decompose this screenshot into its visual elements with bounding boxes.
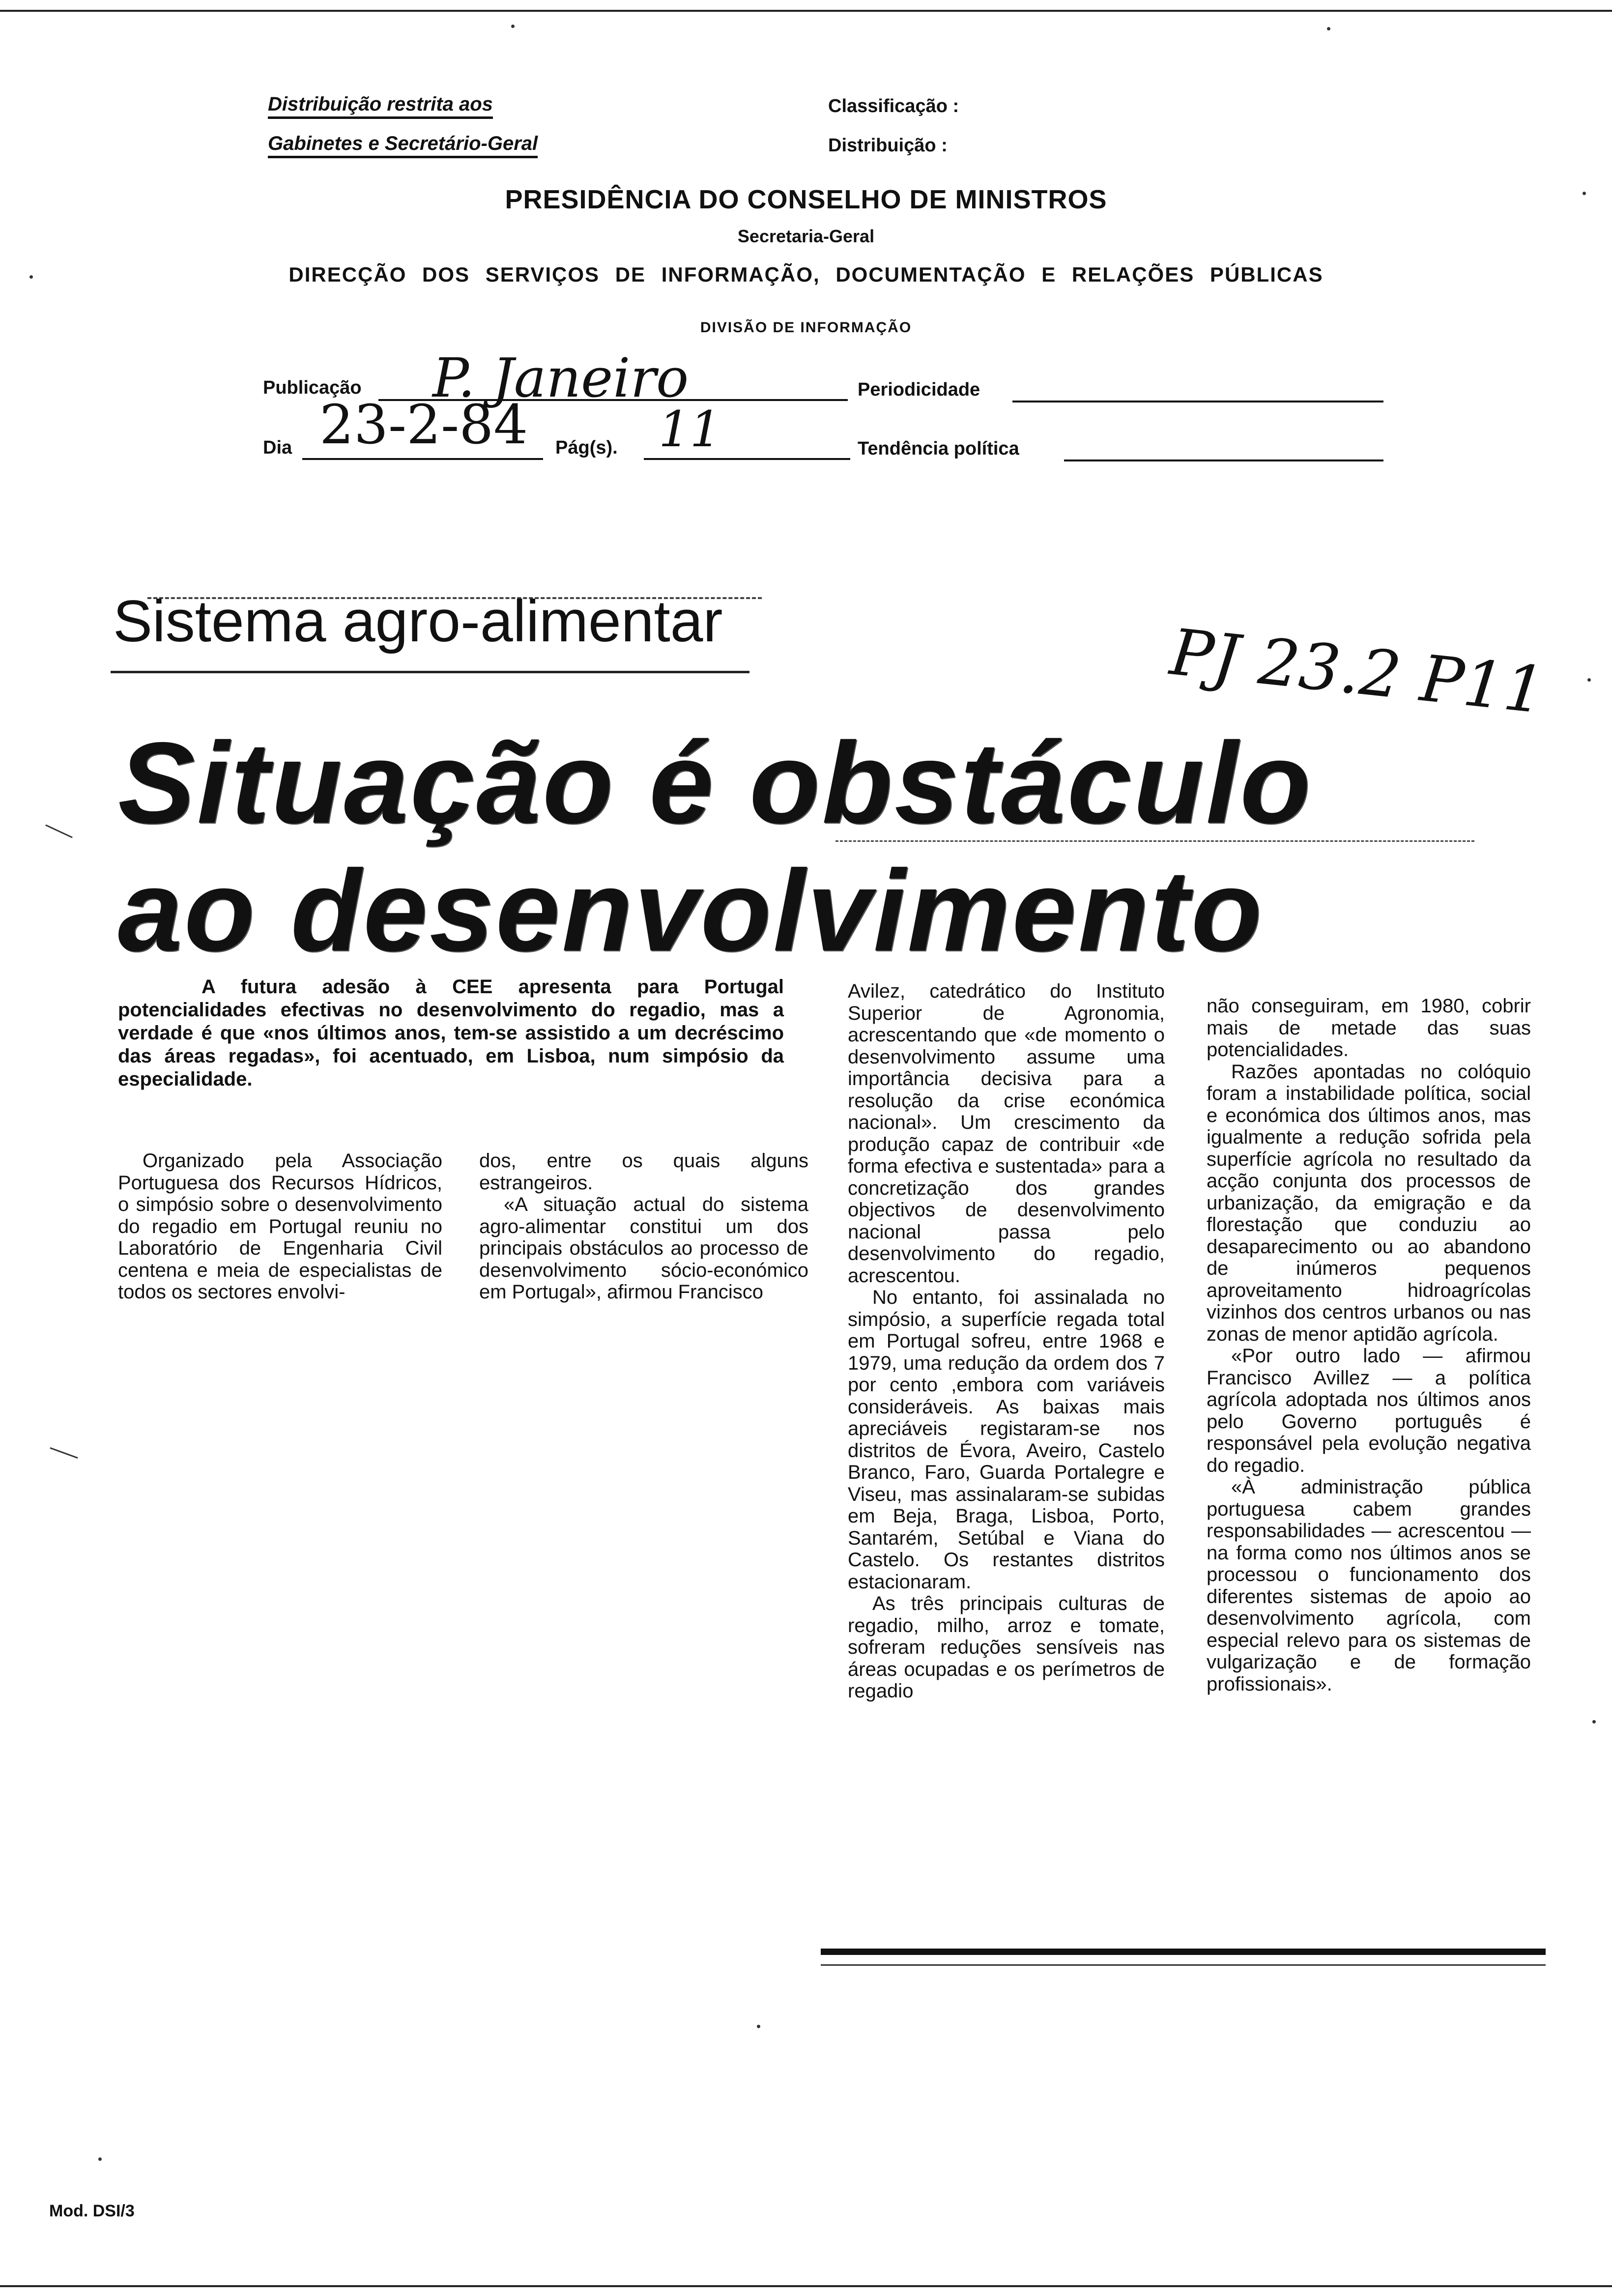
headline-dashes [835,840,1474,842]
bottom-rule [0,2285,1612,2287]
col1-paragraph-1: Organizado pela Associação Portuguesa dos Recursos Hídricos, o simpósio sobre o desenvolvimento do regadio em Portugal reuniu no Laboratório de Engenharia Civil centena e meia de especialistas de todos os sectores envolvi- [118,1150,442,1303]
dia-handwritten: 23-2-84 [319,393,528,456]
divisao-title: DIVISÃO DE INFORMAÇÃO [700,319,912,336]
scan-speck [511,25,515,28]
scan-speck [29,275,33,279]
scan-speck [1583,192,1586,195]
col3-paragraph-3: As três principais culturas de regadio, milho, arroz e tomate, sofreram reduções sensíveis nas áreas ocupadas e os perímetros de regadio [848,1593,1165,1702]
col3-paragraph-2: No entanto, foi assinalada no simpósio, a superfície regada total em Portugal sofreu, entre 1968 e 1979, uma redução da ordem dos 7 por cento ,embora com variáveis consideráveis. As baixas mais apreciáveis registaram-se nos distritos de Évora, Aveiro, Castelo Branco, Faro, Guarda Portalegre e Viseu, mas assinalaram-se subidas em Beja, Braga, Lisboa, Porto, Santarém, Setúbal e Viana do Castelo. Os restantes distritos estacionaram. [848,1287,1165,1593]
scan-mark [45,824,73,838]
tendencia-line [1064,459,1383,461]
distribution-note-line2: Gabinetes e Secretário-Geral [268,133,538,158]
scan-speck [757,2025,760,2028]
pags-line [644,458,850,460]
article-lead [118,976,784,1091]
publicacao-handwritten: P. Janeiro [432,346,689,409]
top-rule [0,10,1612,12]
article-column-3 [848,980,1165,1702]
direccao-title: DIRECÇÃO DOS SERVIÇOS DE INFORMAÇÃO, DOCUMENTAÇÃO E RELAÇÕES PÚBLICAS [288,263,1324,286]
article-end-rule [821,1949,1546,1955]
periodicidade-line [1012,401,1383,402]
dia-line [302,458,543,460]
col4-paragraph-1: não conseguiram, em 1980, cobrir mais de metade das suas potencialidades. [1207,995,1531,1061]
distribution-note-line1: Distribuição restrita aos [268,93,493,119]
headline-line2: ao desenvolvimento [118,846,1264,975]
article-column-4 [1207,995,1531,1695]
tendencia-label: Tendência política [858,438,1019,459]
col2-paragraph-1: dos, entre os quais alguns estrangeiros. [479,1150,808,1194]
institution-title: PRESIDÊNCIA DO CONSELHO DE MINISTROS [505,185,1107,214]
scan-mark [50,1447,78,1459]
article-kicker: Sistema agro-alimentar [113,588,723,654]
secretaria-geral: Secretaria-Geral [737,226,875,246]
col4-paragraph-4: «À administração pública portuguesa cabem grandes responsabilidades — acrescentou — na forma como nos últimos anos se processou o funcionamento dos diferentes sistemas de apoio ao desenvolvimento agrícola, com especial relevo para os sistemas de vulgarização e de formação profissionais». [1207,1476,1531,1695]
col4-paragraph-2: Razões apontadas no colóquio foram a instabilidade política, social e económica dos últimos anos, mas igualmente a redução sofrida pela superfície agrícola no resultado da acção conjunta dos processos de urbanização, da emigração e da florestação que conduziu ao desaparecimento ou ao abandono de inúmeros pequenos aproveitamento hidroagrícolas vizinhos dos centros urbanos ou nas zonas de menor aptidão agrícola. [1207,1061,1531,1345]
publicacao-label: Publicação [263,377,362,398]
pags-label: Pág(s). [555,437,618,458]
dia-label: Dia [263,437,292,458]
pags-handwritten: 11 [659,401,721,458]
periodicidade-label: Periodicidade [858,379,980,400]
col3-paragraph-1: Avilez, catedrático do Instituto Superior de Agronomia, acrescentando que «de momento o desenvolvimento assume uma importância decisiva para a resolução da crise económica nacional». Um crescimento da produção capaz de contribuir «de forma efectiva e sustentada» para a concretização dos grandes objectivos de desenvolvimento nacional passa pelo desenvolvimento do regadio, acrescentou. [848,980,1165,1287]
col4-paragraph-3: «Por outro lado — afirmou Francisco Avillez — a política agrícola adoptada nos últimos anos pelo Governo português é responsável pela evolução negativa do regadio. [1207,1345,1531,1476]
article-column-1 [118,1150,442,1303]
handwritten-annotation: PJ 23.2 P11 [1167,614,1549,728]
kicker-underline [111,671,749,673]
article-end-rule-thin [821,1964,1546,1966]
scan-speck [1327,27,1330,30]
distribuicao-label: Distribuição : [828,135,948,156]
lead-paragraph: A futura adesão à CEE apresenta para Portugal potencialidades efectivas no desenvolvimento do regadio, mas a verdade é que «nos últimos anos, tem-se assistido a um decréscimo das áreas regadas», foi acentuado, em Lisboa, num simpósio da especialidade. [118,976,784,1090]
article-column-2 [479,1150,808,1303]
form-model-code: Mod. DSI/3 [49,2202,135,2220]
scan-speck [98,2157,102,2161]
col2-paragraph-2: «A situação actual do sistema agro-alimentar constitui um dos principais obstáculos ao processo de desenvolvimento sócio-económico em Portugal», afirmou Francisco [479,1194,808,1303]
headline-line1: Situação é obstáculo [118,718,1313,847]
scan-speck [1592,1720,1596,1723]
scan-speck [1587,678,1591,682]
classificacao-label: Classificação : [828,96,959,116]
